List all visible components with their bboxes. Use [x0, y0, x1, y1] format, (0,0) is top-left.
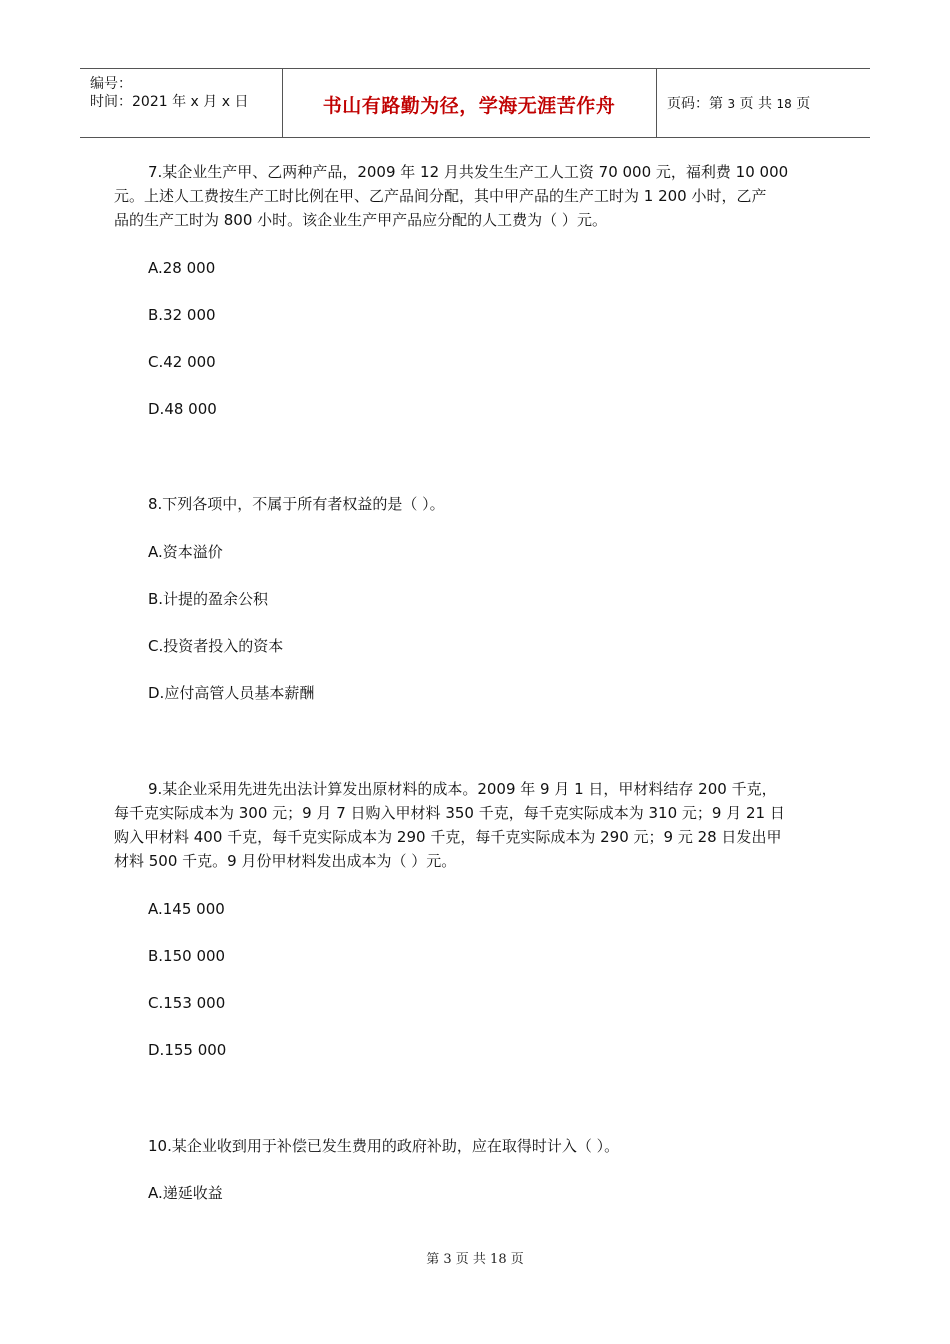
- answer-option: C.42 000: [148, 353, 216, 371]
- stem-line: 7.某企业生产甲、乙两种产品，2009 年 12 月共发生生产工人工资 70 000 元，福利费 10 000: [148, 163, 789, 181]
- question-stem: [114, 160, 834, 232]
- document-number-label: 编号：: [90, 76, 132, 92]
- page-current: 3: [727, 97, 736, 111]
- answer-option: A.145 000: [148, 900, 225, 918]
- answer-option: B.32 000: [148, 306, 216, 324]
- page-mid: 页 共: [739, 96, 772, 112]
- question-stem: 8.下列各项中，不属于所有者权益的是（ ）。: [148, 495, 445, 513]
- page-prefix: 页码：第: [667, 96, 723, 112]
- answer-option: A.递延收益: [148, 1184, 223, 1202]
- answer-option: B.150 000: [148, 947, 226, 965]
- motto-text: 书山有路勤为径，学海无涯苦作舟: [322, 95, 616, 117]
- answer-option: A.28 000: [148, 259, 216, 277]
- page-suffix: 页: [796, 96, 811, 112]
- answer-option: C.153 000: [148, 994, 226, 1012]
- header-meta-cell: [80, 69, 283, 137]
- answer-option: D.应付高管人员基本薪酬: [148, 684, 315, 702]
- stem-line: 每千克实际成本为 300 元；9 月 7 日购入甲材料 350 千克，每千克实际成本为 310 元；9 月 21 日: [114, 804, 785, 822]
- question-stem: 10.某企业收到用于补偿已发生费用的政府补助，应在取得时计入（ ）。: [148, 1137, 620, 1155]
- stem-line: 品的生产工时为 800 小时。该企业生产甲产品应分配的人工费为（ ）元。: [114, 211, 607, 229]
- answer-option: A.资本溢价: [148, 543, 223, 561]
- page-footer: 第 3 页 共 18 页: [426, 1252, 524, 1267]
- stem-line: 9.某企业采用先进先出法计算发出原材料的成本。2009 年 9 月 1 日，甲材料结存 200 千克，: [148, 780, 777, 798]
- page-header: [80, 68, 870, 138]
- question-stem: [114, 777, 834, 873]
- answer-option: B.计提的盈余公积: [148, 590, 269, 608]
- header-page-cell: [657, 69, 870, 137]
- page-total: 18: [776, 97, 792, 111]
- stem-line: 元。上述人工费按生产工时比例在甲、乙产品间分配，其中甲产品的生产工时为 1 200 小时，乙产: [114, 187, 767, 205]
- answer-option: D.48 000: [148, 400, 217, 418]
- document-date: 时间：2021 年 x 月 x 日: [90, 94, 249, 110]
- stem-line: 购入甲材料 400 千克，每千克实际成本为 290 千克，每千克实际成本为 290 元；9 元 28 日发出甲: [114, 828, 782, 846]
- answer-option: D.155 000: [148, 1041, 227, 1059]
- answer-option: C.投资者投入的资本: [148, 637, 284, 655]
- stem-line: 材料 500 千克。9 月份甲材料发出成本为（ ）元。: [114, 852, 457, 870]
- page-number-info: [667, 93, 810, 113]
- header-motto-cell: [282, 69, 657, 137]
